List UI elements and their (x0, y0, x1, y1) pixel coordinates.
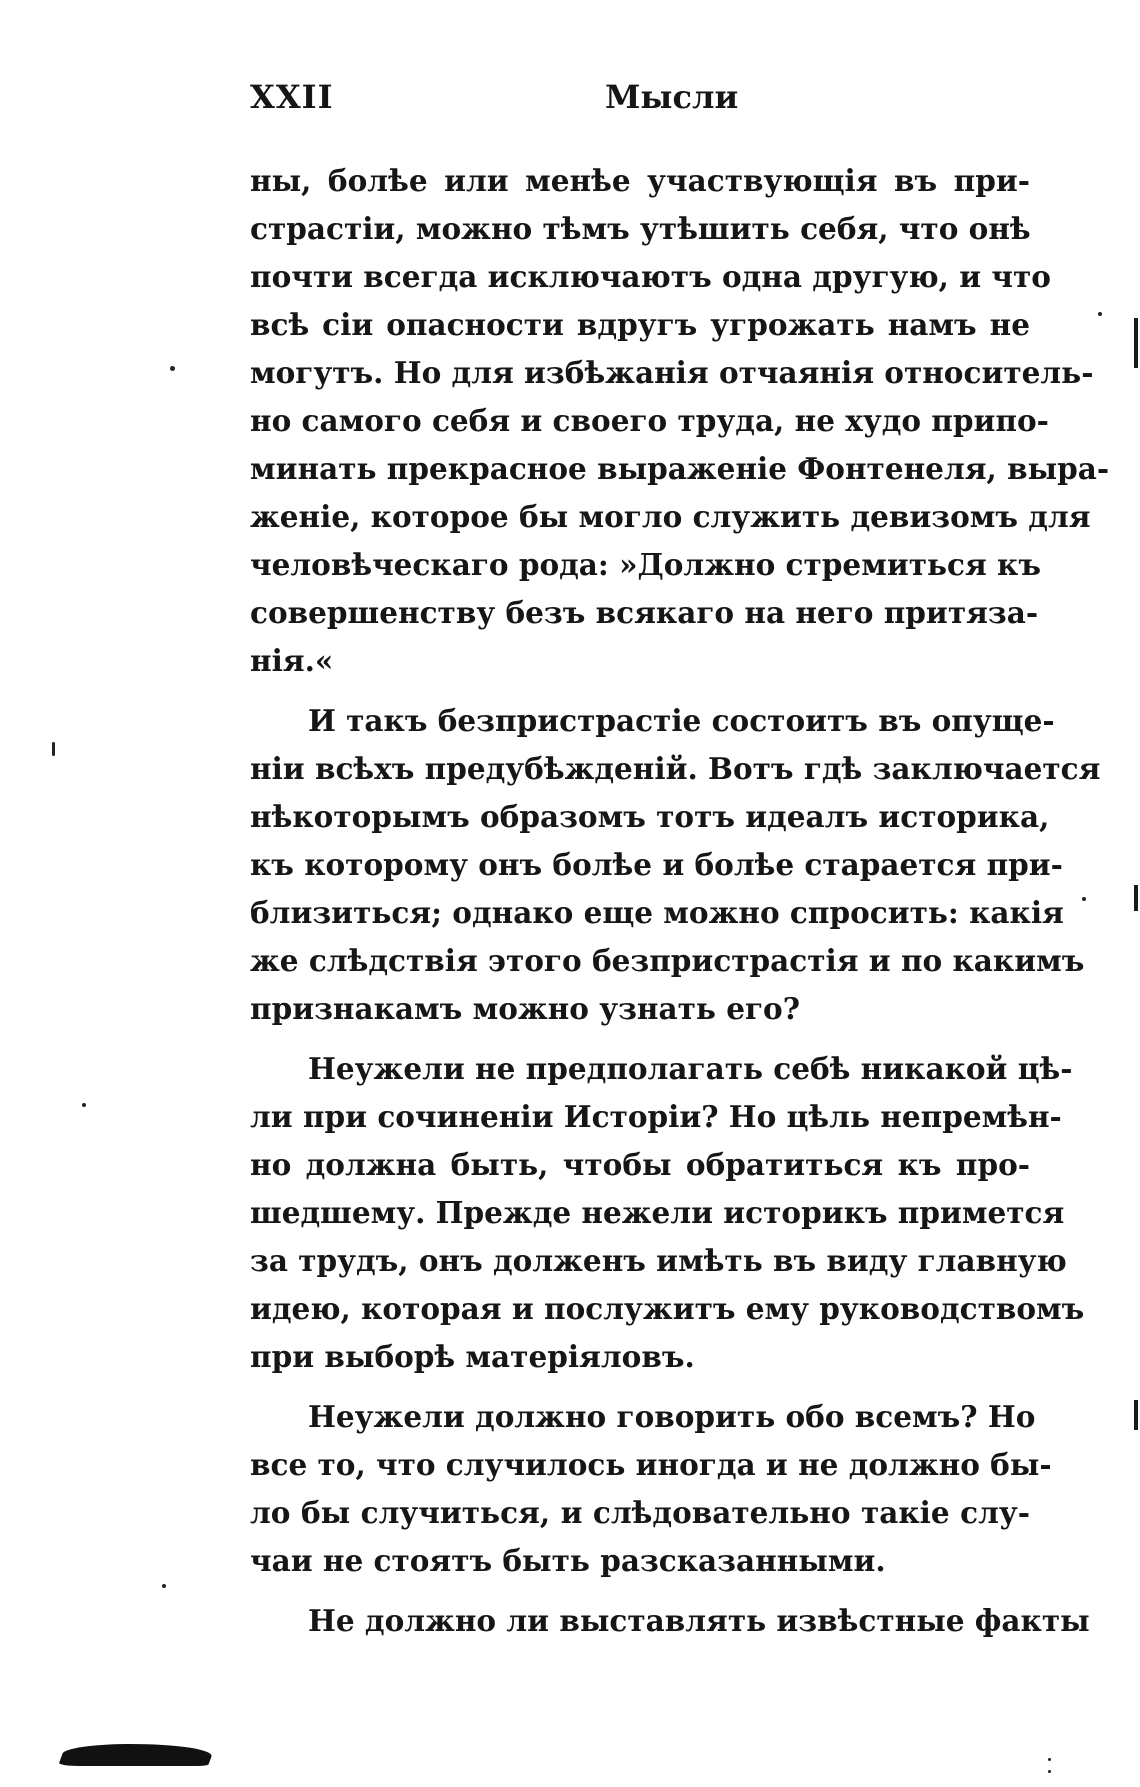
text-line: близиться; однако еще можно спросить: какія (250, 895, 1064, 930)
text-line: все то, что случилось иногда и не должно бы- (250, 1447, 1052, 1482)
text-line: признакамъ можно узнать его? (250, 991, 800, 1026)
paragraph (250, 1597, 1090, 1645)
text-line: ніи всѣхъ предубѣжденій. Вотъ гдѣ заключается (250, 751, 1101, 786)
text-line: шедшему. Прежде нежели историкъ примется (250, 1195, 1065, 1230)
ink-speck (82, 1103, 86, 1107)
text-line: при выборѣ матеріяловъ. (250, 1339, 695, 1374)
ink-speck (1082, 897, 1086, 901)
text-line: страстіи, можно тѣмъ утѣшить себя, что онѣ (250, 211, 1031, 246)
text-line: ли при сочиненіи Исторіи? Но цѣль непремѣн- (250, 1099, 1062, 1134)
paragraph (250, 1393, 1052, 1585)
ink-speck (1098, 312, 1102, 316)
ink-speck (1048, 1770, 1051, 1773)
text-line: же слѣдствія этого безпристрастія и по какимъ (250, 943, 1085, 978)
text-line: нѣкоторымъ образомъ тотъ идеалъ историка, (250, 799, 1050, 834)
text-line: идею, которая и послужитъ ему руководствомъ (250, 1291, 1085, 1326)
page-edge-mark (1134, 1400, 1138, 1430)
ink-smudge (58, 1744, 216, 1766)
text-line: почти всегда исключаютъ одна другую, и что (250, 259, 1051, 294)
paragraph (250, 157, 1110, 685)
body-text (250, 157, 1110, 1645)
text-line: ны, болѣе или менѣе участвующія въ при- (250, 163, 1030, 198)
text-line: женіе, которое бы могло служить девизомъ для (250, 499, 1091, 534)
ink-speck (52, 742, 55, 756)
paragraph (250, 1045, 1085, 1381)
page-edge-mark (1134, 318, 1138, 368)
text-line: нія.« (250, 643, 334, 678)
text-line: но должна быть, чтобы обратиться къ про- (250, 1147, 1030, 1182)
page-edge-mark (1134, 885, 1138, 911)
text-line: Неужели должно говорить обо всемъ? Но (308, 1399, 1036, 1434)
page-number: XXII (250, 78, 334, 116)
ink-speck (162, 1584, 166, 1588)
text-line: могутъ. Но для избѣжанія отчаянія относитель- (250, 355, 1094, 390)
running-head (250, 78, 1030, 128)
text-line: Неужели не предполагать себѣ никакой цѣ- (308, 1051, 1073, 1086)
text-line: минать прекрасное выраженіе Фонтенеля, выра- (250, 451, 1110, 486)
text-line: человѣческаго рода: »Должно стремиться къ (250, 547, 1041, 582)
text-line: всѣ сіи опасности вдругъ угрожать намъ не (250, 307, 1030, 342)
text-line: за трудъ, онъ долженъ имѣть въ виду главную (250, 1243, 1067, 1278)
text-line: совершенству безъ всякаго на него притяза- (250, 595, 1039, 630)
text-line: къ которому онъ болѣе и болѣе старается при- (250, 847, 1063, 882)
running-title: Мысли (605, 78, 739, 116)
text-line: И такъ безпристрастіе состоитъ въ опуще- (308, 703, 1055, 738)
ink-speck (170, 366, 175, 371)
text-line: чаи не стоятъ быть разсказанными. (250, 1543, 886, 1578)
text-line: но самого себя и своего труда, не худо припо- (250, 403, 1049, 438)
ink-speck (1048, 1758, 1051, 1761)
text-line: ло бы случиться, и слѣдовательно такіе слу- (250, 1495, 1030, 1530)
text-line: Не должно ли выставлять извѣстные факты (308, 1603, 1090, 1638)
paragraph (250, 697, 1101, 1033)
